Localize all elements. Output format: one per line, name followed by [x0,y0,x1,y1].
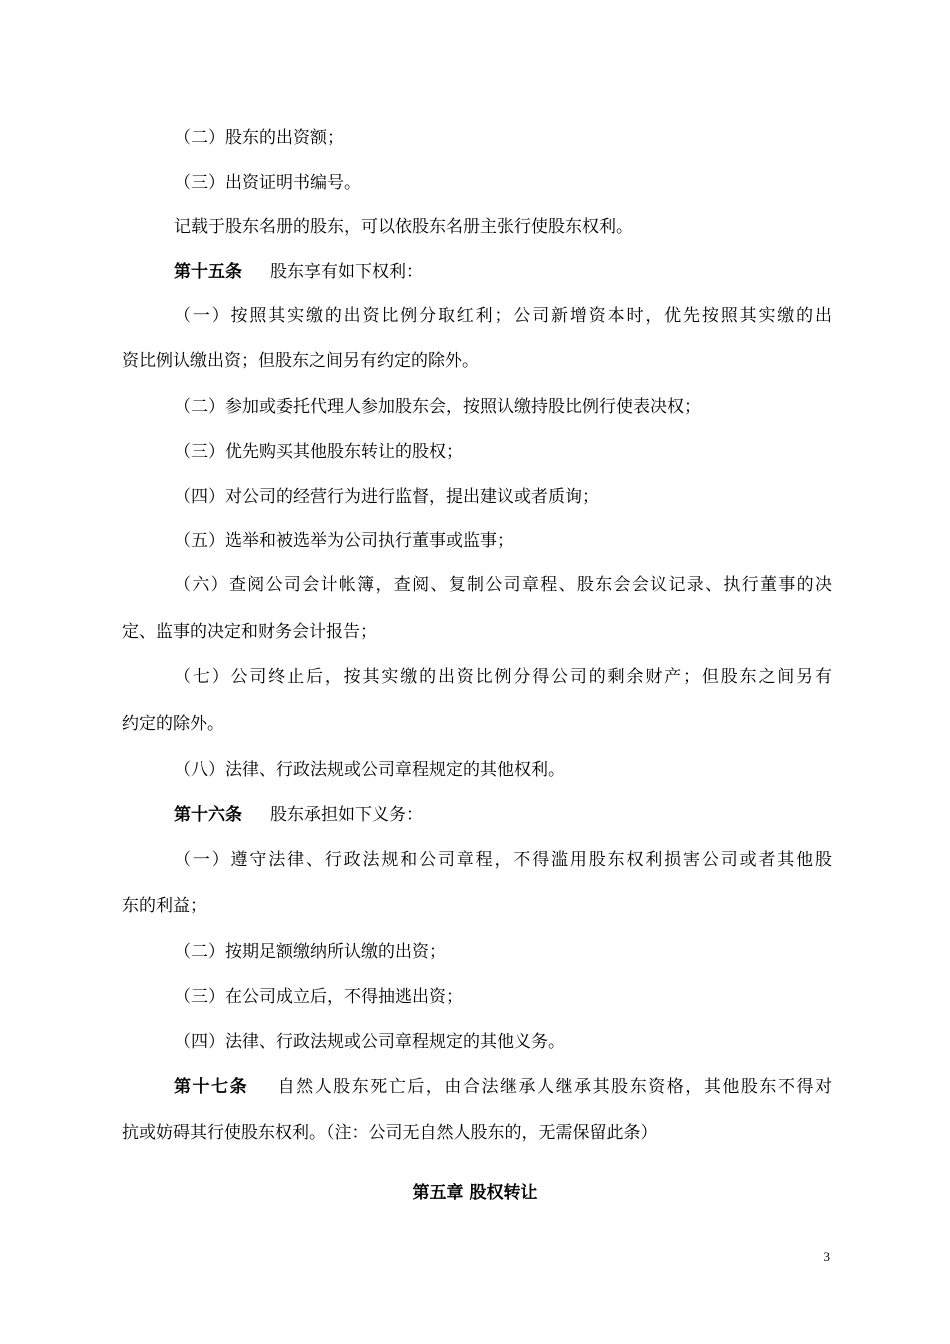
article-16-label: 第十六条 [174,805,242,825]
paragraph-line: 约定的除外。 [122,714,224,734]
article-15-label: 第十五条 [174,262,242,282]
paragraph-line: （二）参加或委托代理人参加股东会，按照认缴持股比例行使表决权； [174,397,701,417]
paragraph-line: 资比例认缴出资；但股东之间另有约定的除外。 [122,351,479,371]
chapter-title: 第五章 股权转让 [412,1183,538,1203]
paragraph-line: （四）对公司的经营行为进行监督，提出建议或者质询； [174,487,599,507]
paragraph-line: （三）优先购买其他股东转让的股权； [174,442,463,462]
paragraph-line: （六）查阅公司会计帐簿，查阅、复制公司章程、股东会会议记录、执行董事的决 [174,575,832,595]
paragraph-line: （七）公司终止后，按其实缴的出资比例分得公司的剩余财产；但股东之间另有 [174,667,832,687]
paragraph-line: （三）在公司成立后，不得抽逃出资； [174,987,463,1007]
paragraph-line: （二）按期足额缴纳所认缴的出资； [174,942,446,962]
article-16-text: 股东承担如下义务： [270,805,423,825]
article-17-label: 第十七条 [174,1077,249,1097]
paragraph-line: 记载于股东名册的股东，可以依股东名册主张行使股东权利。 [174,217,633,237]
paragraph-line: （二）股东的出资额； [174,128,344,148]
paragraph-line: （一）遵守法律、行政法规和公司章程，不得滥用股东权利损害公司或者其他股 [174,850,832,870]
paragraph-line: （五）选举和被选举为公司执行董事或监事； [174,531,514,551]
paragraph-line: 东的利益； [122,896,207,916]
paragraph-line: 抗或妨碍其行使股东权利。（注：公司无自然人股东的，无需保留此条） [122,1123,658,1143]
article-17-heading [174,1076,832,1098]
article-15-heading [174,261,832,283]
page-number: 3 [823,1249,830,1264]
paragraph-line: （一）按照其实缴的出资比例分取红利；公司新增资本时，优先按照其实缴的出 [174,306,832,326]
article-16-heading [174,804,832,826]
paragraph-line: （四）法律、行政法规或公司章程规定的其他义务。 [174,1032,565,1052]
article-15-text: 股东享有如下权利： [270,262,423,282]
article-17-text: 自然人股东死亡后，由合法继承人继承其股东资格，其他股东不得对 [276,1077,833,1097]
paragraph-line: 定、监事的决定和财务会计报告； [122,622,377,642]
paragraph-line: （三）出资证明书编号。 [174,173,361,193]
paragraph-line: （八）法律、行政法规或公司章程规定的其他权利。 [174,760,565,780]
